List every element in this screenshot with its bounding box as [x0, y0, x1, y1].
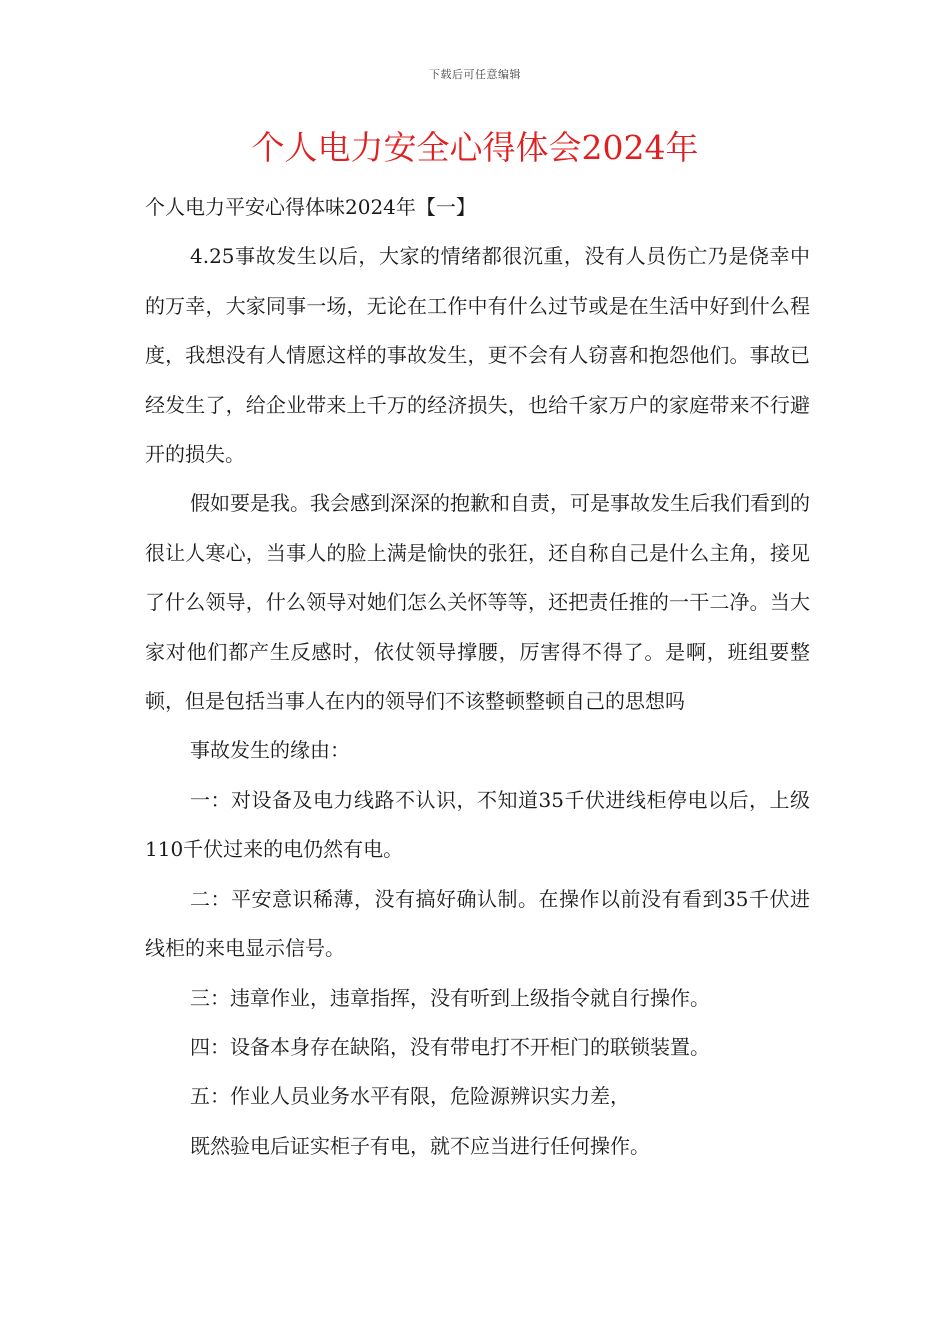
- paragraph-causes-heading: 事故发生的缘由：: [190, 738, 350, 763]
- paragraph-reflection: 假如要是我。我会感到深深的抱歉和自责，可是事故发生后我们看到的很让人寒心，当事人的脸上满是愉快的张狂，还自称自己是什么主角，接见了什么领导，什么领导对她们怎么关怀等等，还把责任推的一干二净。当大家对他们都产生反感时，依仗领导撑腰，厉害得不得了。是啊，班组要整顿，但是包括当事人在内的领导们不该整顿整顿自己的思想吗: [145, 491, 810, 714]
- page-header-note: 下载后可任意编辑: [429, 68, 521, 81]
- paragraph-cause-5: 五：作业人员业务水平有限，危险源辨识实力差，: [190, 1084, 630, 1109]
- paragraph-conclusion: 既然验电后证实柜子有电，就不应当进行任何操作。: [190, 1133, 650, 1158]
- paragraph-cause-2: 二：平安意识稀薄，没有搞好确认制。在操作以前没有看到35千伏进线柜的来电显示信号。: [145, 886, 810, 961]
- paragraph-cause-4: 四：设备本身存在缺陷，没有带电打不开柜门的联锁装置。: [190, 1034, 710, 1059]
- paragraph-cause-3: 三：违章作业，违章指挥，没有听到上级指令就自行操作。: [190, 985, 710, 1010]
- document-title: 个人电力安全心得体会2024年: [251, 128, 699, 167]
- paragraph-incident-overview: 4.25事故发生以后，大家的情绪都很沉重，没有人员伤亡乃是侥幸中的万幸，大家同事一场，无论在工作中有什么过节或是在生活中好到什么程度，我想没有人情愿这样的事故发生，更不会有人窃喜和抱怨他们。事故已经发生了，给企业带来上千万的经济损失，也给千家万户的家庭带来不行避开的损失。: [145, 244, 810, 467]
- document-body: [145, 183, 810, 1171]
- section-heading: 个人电力平安心得体味2024年【一】: [145, 195, 476, 219]
- paragraph-cause-1: 一：对设备及电力线路不认识，不知道35千伏进线柜停电以后，上级110千伏过来的电仍然有电。: [145, 787, 810, 862]
